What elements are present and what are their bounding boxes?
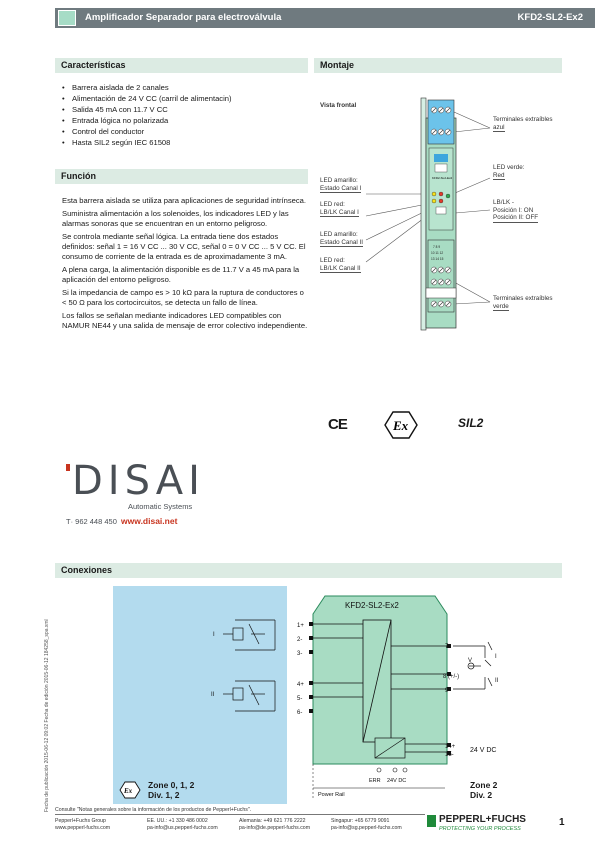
red-led-2-icon xyxy=(439,199,443,203)
function-paragraph: Esta barrera aislada se utiliza para aplicaciones de seguridad intrínseca. xyxy=(62,196,306,205)
led-red-2-label: LED red: LB/LK Canal II xyxy=(320,257,361,272)
lb-lk-switch-icon xyxy=(436,207,446,214)
product-code: KFD2-SL2-Ex2 xyxy=(517,12,583,23)
terminals-green-label: Terminales extraíbles verde xyxy=(493,295,553,310)
pepperl-fuchs-logo xyxy=(427,813,547,835)
document-title: Amplificador Separador para electroválvula xyxy=(85,12,282,23)
led-yellow-2-label: LED amarillo: Estado Canal II xyxy=(320,231,364,246)
terminal-label: 9 xyxy=(445,688,449,694)
sil2-mark: SIL2 xyxy=(458,416,484,430)
feature-item: • Control del conductor xyxy=(60,126,310,137)
dealer-website: www.disai.net xyxy=(121,516,178,526)
feature-item: • Alimentación de 24 V CC (carril de alimentacin) xyxy=(60,93,310,104)
terminals-blue-label: Terminales extraíbles azul xyxy=(493,116,553,131)
feature-item: • Salida 45 mA con 11.7 V CC xyxy=(60,104,310,115)
diagram-device-label: KFD2-SL2-Ex2 xyxy=(345,601,399,610)
terminal-label: 5- xyxy=(297,696,303,702)
footer-contact: Alemania: +49 621 776 2222 pa-info@de.pepperl-fuchs.com xyxy=(239,818,311,831)
terminal-label: 14+ xyxy=(445,744,456,750)
switch-label: LB/LK - Posición I: ON Posición II: OFF xyxy=(493,199,539,221)
footer-divider xyxy=(55,814,425,815)
terminal-label: 3- xyxy=(297,651,303,657)
connection-diagram xyxy=(113,586,508,808)
function-paragraph: Si la impedancia de campo es > 10 kΩ para la ruptura de conductores o < 50 Ω para los cortocircuitos, se detecta un fallo de línea. xyxy=(62,288,304,307)
certification-marks xyxy=(320,410,510,440)
supply-label: 24 V DC xyxy=(470,747,497,754)
function-heading: Función xyxy=(55,169,308,184)
zone-ex-mark-text: Ex xyxy=(124,787,133,795)
channel-label-left: I xyxy=(213,632,215,638)
function-paragraph: A plena carga, la alimentación disponible es de 11.7 V a 45 mA para la aplicación del entorno peligroso. xyxy=(62,265,300,284)
page-number: 1 xyxy=(559,817,565,828)
channel-label-left: II xyxy=(211,692,215,698)
terminal-label: 15- xyxy=(445,752,454,758)
feature-item: • Barrera aislada de 2 canales xyxy=(60,82,310,93)
ex-hexagon-icon xyxy=(384,410,418,440)
yellow-led-1-icon xyxy=(432,192,436,196)
err-label: ERR xyxy=(369,778,381,784)
publication-date-note: Fecha de publicación 2015-06-12 09:02 Fecha de edición 2015-06-12 184258_spa.xml xyxy=(44,619,50,812)
features-list xyxy=(60,82,310,148)
dealer-name: DISAI xyxy=(72,458,205,504)
mounting-heading: Montaje xyxy=(314,58,562,73)
footer-contact: EE. UU.: +1 330 486 0002 pa-info@us.pepperl-fuchs.com xyxy=(147,818,218,831)
power-label: 24V DC xyxy=(387,778,407,784)
terminal-numbers-bot: 13 14 15 xyxy=(431,257,444,261)
footer-contact: Singapur: +65 6779 9091 pa-info@sg.pepperl-fuchs.com xyxy=(331,818,402,831)
dealer-tagline: Automatic Systems xyxy=(128,502,193,511)
zone-left-label: Zone 0, 1, 2 Div. 1, 2 xyxy=(148,780,195,800)
function-paragraph: Los fallos se señalan mediante indicadores LED compatibles con NAMUR NE44 y una salida de mensaje de error colectivo independiente. xyxy=(62,311,308,330)
terminal-label: 7 xyxy=(445,644,449,650)
terminal-label: 8 (+/-) xyxy=(443,674,460,680)
dealer-contact xyxy=(66,516,177,526)
terminal-label: 4+ xyxy=(297,682,304,688)
voltage-label: V xyxy=(468,658,473,664)
ex-mark-text: Ex xyxy=(393,418,409,433)
front-view-label: Vista frontal xyxy=(320,102,357,109)
terminal-label: 1+ xyxy=(297,623,304,629)
footer-note: Consulte "Notas generales sobre la información de los productos de Pepperl+Fuchs". xyxy=(55,807,252,813)
footer-contact: Pepperl+Fuchs Group www.pepperl-fuchs.com xyxy=(55,818,111,831)
dealer-logo-accent xyxy=(66,464,70,471)
power-rail-label: Power Rail xyxy=(318,792,345,798)
function-paragraph: Se controla mediante señal lógica. La entrada tiene dos estados definidos: señal 1 = 16 V CC ... 30 V CC, señal 0 = 0 V CC ... 5 V CC. El consumo de corriente de la entrada es de aproximadamente 3 mA. xyxy=(62,232,306,261)
dealer-phone: T· 962 448 450 xyxy=(66,517,117,526)
led-green-label: LED verde: Red xyxy=(493,164,525,179)
features-heading: Características xyxy=(55,58,308,73)
device-front-label: KFD2-SL2-Ex2 xyxy=(432,176,453,180)
terminal-label: 6- xyxy=(297,710,303,716)
channel-label-right: I xyxy=(495,654,497,660)
led-yellow-1-label: LED amarillo: Estado Canal I xyxy=(320,177,362,192)
brand-slogan: PROTECTING YOUR PROCESS xyxy=(439,826,521,832)
function-text xyxy=(62,196,308,334)
brand-name: PEPPERL+FUCHS xyxy=(439,814,526,825)
led-red-1-label: LED red: LB/LK Canal I xyxy=(320,201,359,216)
green-led-icon xyxy=(446,194,450,198)
header-square-icon xyxy=(58,10,76,26)
feature-item: • Hasta SIL2 según IEC 61508 xyxy=(60,137,310,148)
feature-item: • Entrada lógica no polarizada xyxy=(60,115,310,126)
red-led-1-icon xyxy=(439,192,443,196)
terminal-numbers-mid: 10 11 12 xyxy=(431,251,444,255)
terminal-label: 2- xyxy=(297,637,303,643)
channel-label-right: II xyxy=(495,678,499,684)
yellow-led-2-icon xyxy=(432,199,436,203)
page-header xyxy=(55,8,595,28)
ce-mark: CE xyxy=(328,416,347,433)
pf-logo-icon xyxy=(427,815,436,827)
zone-right-label: Zone 2 Div. 2 xyxy=(470,780,498,800)
connections-heading: Conexiones xyxy=(55,563,562,578)
function-paragraph: Suministra alimentación a los solenoides, los indicadores LED y las alarmas sonoras que se encuentran en un entorno peligroso. xyxy=(62,209,289,228)
terminal-numbers-top: 7 8 9 xyxy=(433,245,441,249)
dealer-logo xyxy=(66,458,206,530)
